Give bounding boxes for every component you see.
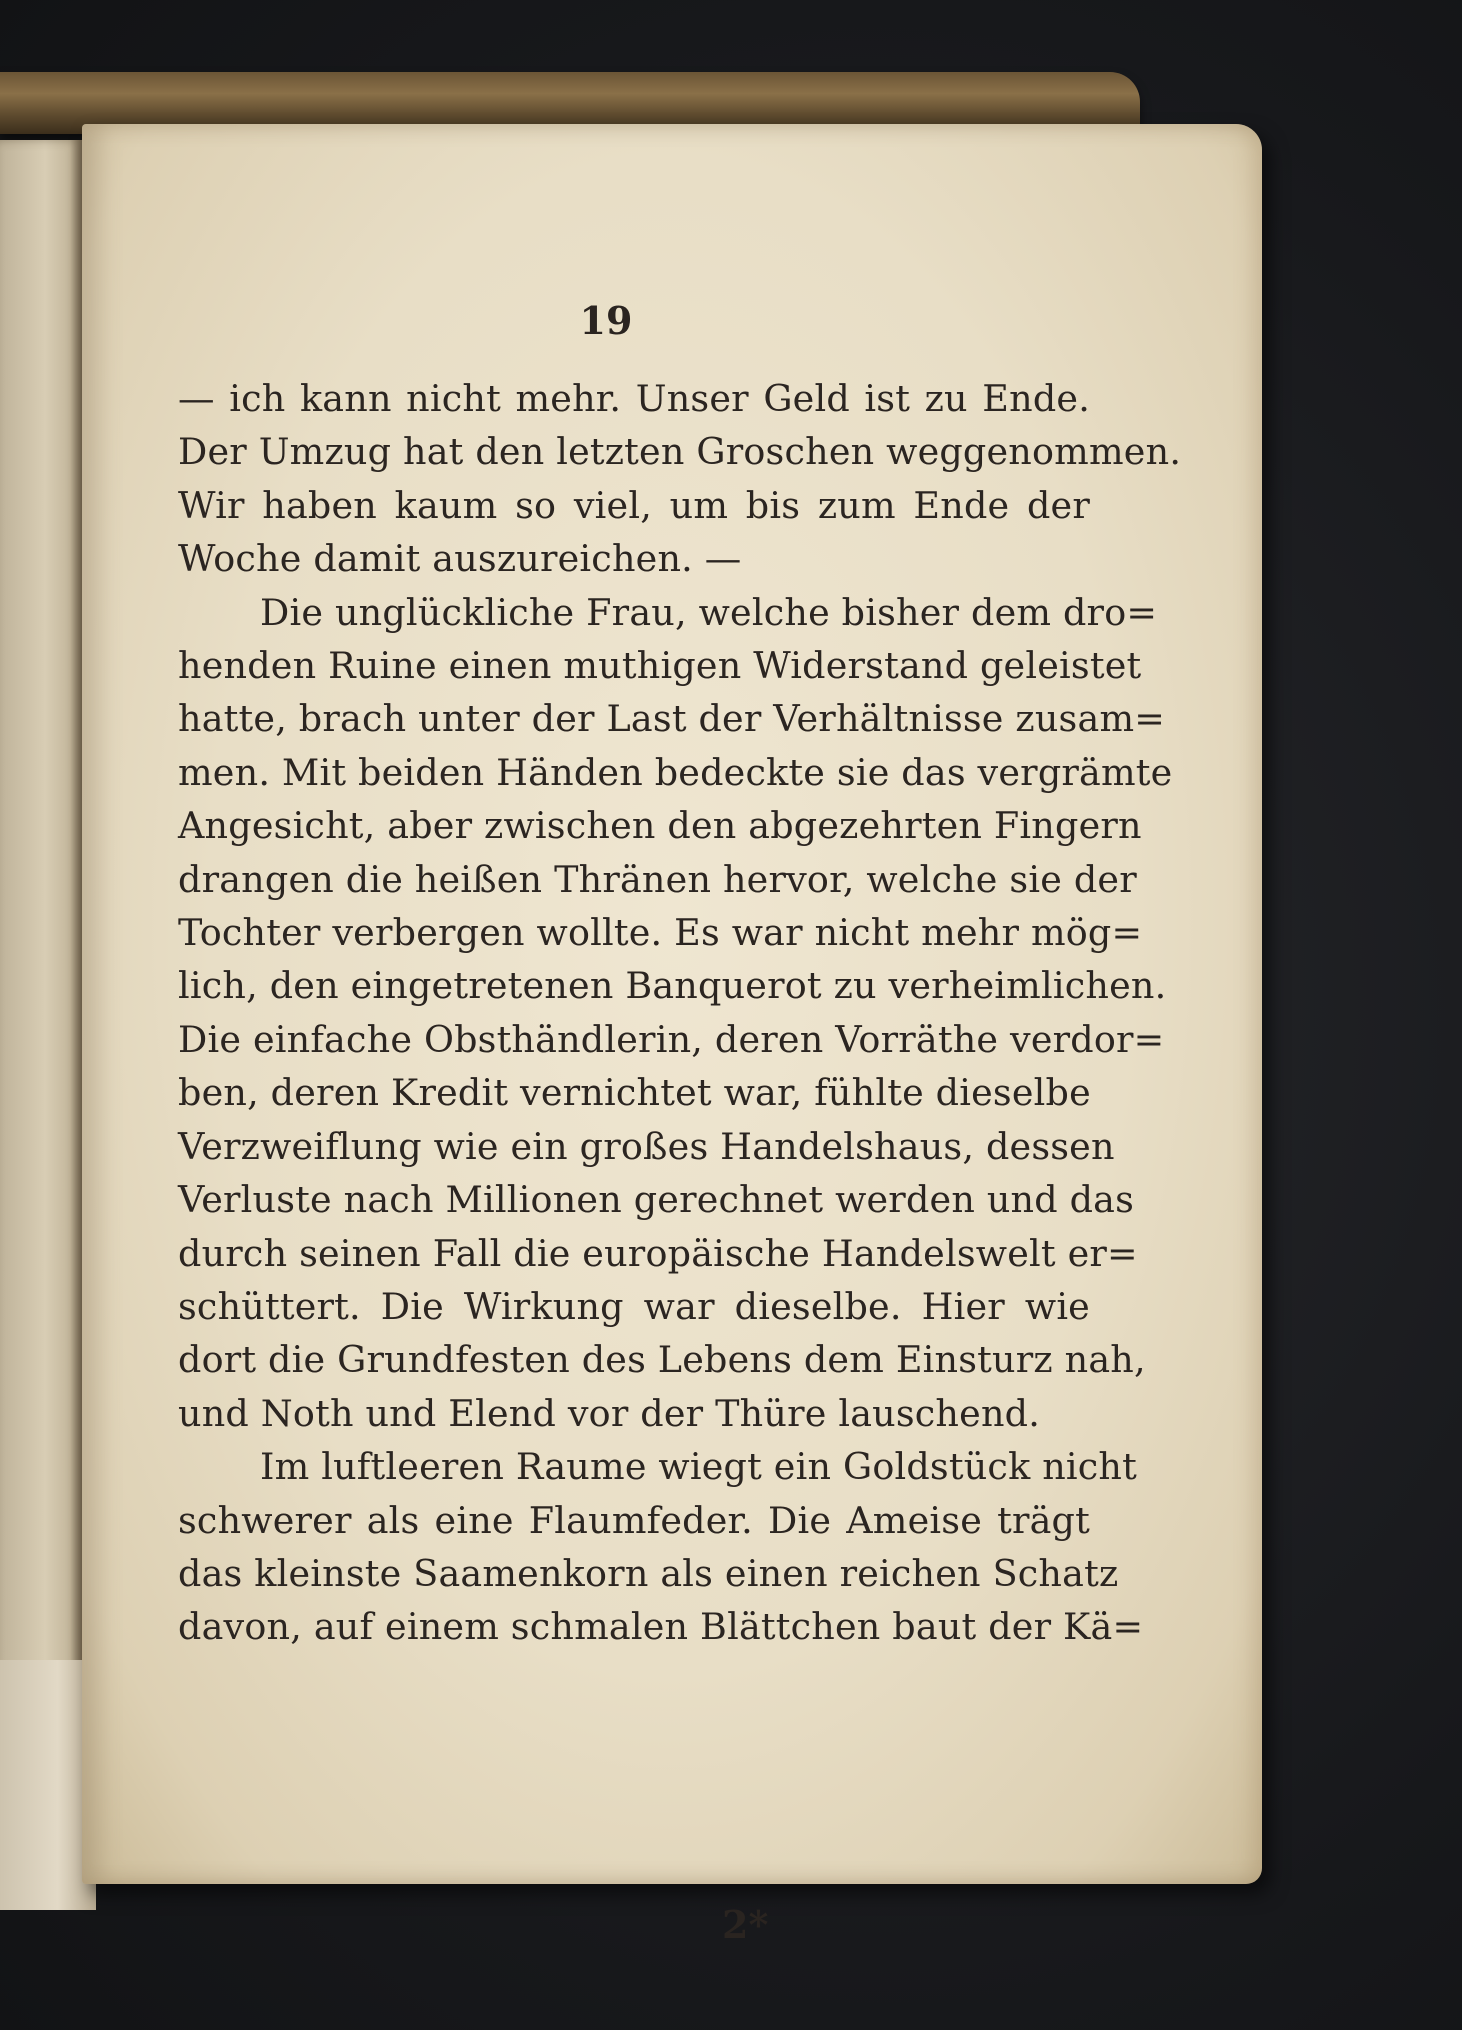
page-number: [82, 298, 1262, 343]
book-page: [82, 124, 1262, 1947]
text-line: Angesicht, aber zwischen den abgezehrten Fingern: [178, 804, 1142, 848]
text-line: drangen die heißen Thränen hervor, welche sie der: [178, 857, 1137, 901]
text-line: und Noth und Elend vor der Thüre lauschend.: [178, 1391, 1041, 1435]
text-line: schwerer als eine Flaumfeder. Die Ameise trägt: [178, 1498, 1090, 1542]
text-line: hatte, brach unter der Last der Verhältnisse zusam=: [178, 697, 1166, 741]
text-line: Die einfache Obsthändlerin, deren Vorräthe verdor=: [178, 1017, 1165, 1061]
text-line: davon, auf einem schmalen Blättchen baut der Kä=: [178, 1605, 1144, 1649]
text-line: — ich kann nicht mehr. Unser Geld ist zu Ende.: [178, 377, 1090, 420]
text-line: lich, den eingetretenen Banquerot zu verheimlichen.: [178, 964, 1167, 1008]
text-line: ben, deren Kredit vernichtet war, fühlte dieselbe: [178, 1071, 1091, 1115]
text-line: Woche damit auszureichen. —: [178, 537, 742, 581]
text-line: Verzweiflung wie ein großes Handelshaus, dessen: [178, 1124, 1115, 1168]
text-line: dort die Grundfesten des Lebens dem Einsturz nah,: [178, 1338, 1146, 1382]
page-number-text: 19: [579, 298, 633, 343]
text-line: Tochter verbergen wollte. Es war nicht mehr mög=: [178, 911, 1143, 955]
text-line: das kleinste Saamenkorn als einen reichen Schatz: [178, 1551, 1119, 1595]
text-line: durch seinen Fall die europäische Handelswelt er=: [178, 1231, 1138, 1275]
text-line: men. Mit beiden Händen bedeckte sie das vergrämte: [178, 750, 1173, 794]
page-body-text: [178, 372, 1182, 1654]
text-line: Wir haben kaum so viel, um bis zum Ende der: [178, 483, 1090, 527]
text-line: henden Ruine einen muthigen Widerstand geleistet: [178, 644, 1142, 688]
text-line: Die unglückliche Frau, welche bisher dem dro=: [260, 590, 1158, 634]
text-line: Der Umzug hat den letzten Groschen weggenommen.: [178, 430, 1182, 474]
text-line: schüttert. Die Wirkung war dieselbe. Hier wie: [178, 1284, 1090, 1328]
left-page-edge: [0, 140, 82, 1870]
sheet-signature: 2*: [722, 1902, 769, 1947]
text-line: Im luftleeren Raume wiegt ein Goldstück nicht: [260, 1445, 1137, 1489]
text-line: Verluste nach Millionen gerechnet werden und das: [178, 1178, 1135, 1222]
